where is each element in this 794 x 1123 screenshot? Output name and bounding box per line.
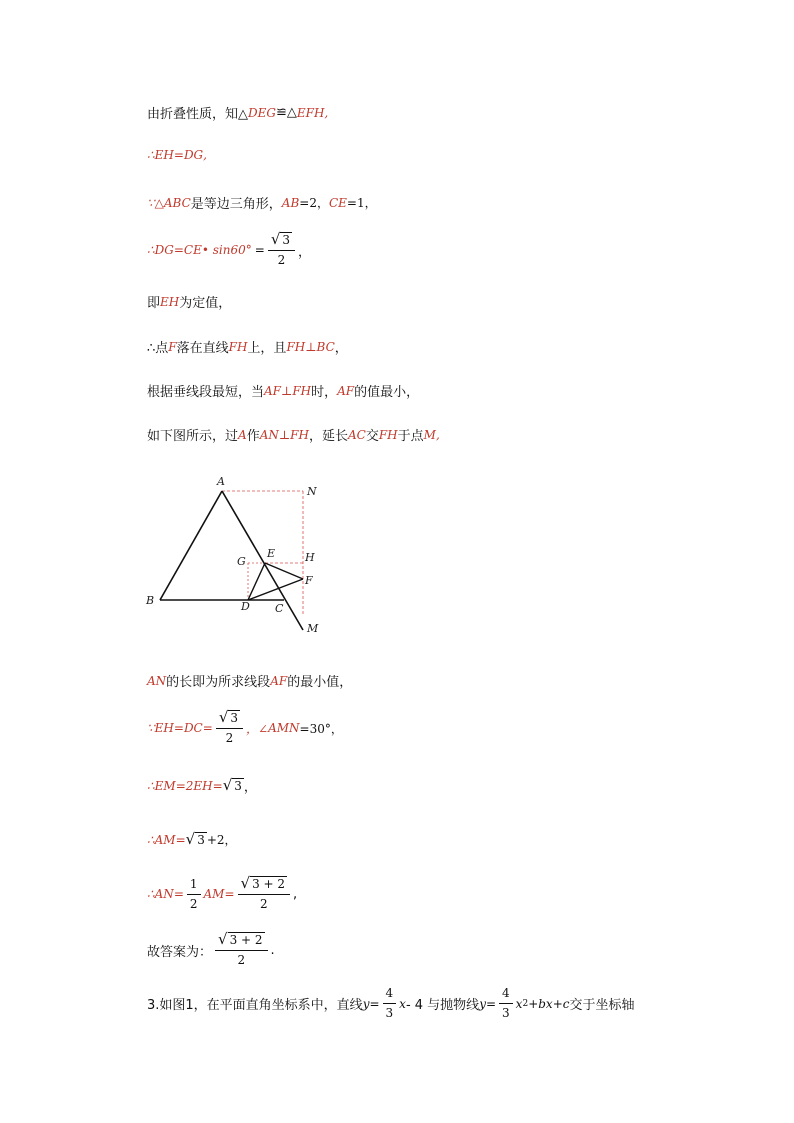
var-text: AMN [268,721,300,735]
denominator: 2 [189,896,198,911]
text: 3.如图1，在平面直角坐标系中，直线 [147,998,363,1013]
numerator: 3 [230,711,239,725]
var-text: c [562,996,570,1011]
text: , [203,148,207,162]
var-text: AM [203,887,225,901]
fraction-4-over-3 [499,986,513,1021]
label-c: C [275,602,284,615]
denominator: 3 [502,1006,510,1020]
segment-am [222,491,303,630]
text: = [202,721,213,735]
var-text: EM [154,778,176,793]
therefore-symbol: ∴ [147,832,155,847]
superscript: 2 [522,998,529,1009]
text: 上，且 [247,341,287,356]
var-text: y [479,996,486,1011]
text: 交 [365,429,379,444]
text: + [528,996,539,1011]
text: ⊥ [281,383,293,398]
var-text: EFH [296,105,325,120]
var-text: AC [347,427,366,442]
var-text: AM [154,832,176,847]
numerator: 4 [383,986,397,1004]
var-text: EH [160,294,180,309]
label-h: H [305,551,315,564]
label-a: A [217,475,225,488]
numerator: 1 [187,877,201,895]
text: = [173,243,184,257]
var-text: AF [264,383,282,398]
label-g: G [237,555,246,568]
text: = [175,832,186,847]
var-text: DEG [248,105,276,120]
text: ⊥ [305,339,317,354]
fraction-sqrt3-over-2: √ 3 2 [268,232,295,268]
line-eh-dc-value [147,710,343,746]
line-am-value [147,831,237,848]
text: = [173,887,184,901]
line-equilateral [147,193,377,212]
text: =1， [346,196,377,210]
text: 根据垂线段最短，当 [147,385,265,400]
var-text: FH [292,383,312,398]
line-construction [147,425,440,444]
var-text: AF [270,673,288,688]
text: 故答案为： [147,944,213,960]
text: = [224,887,235,901]
label-f: F [305,574,313,587]
segment-ba [160,491,222,600]
therefore-symbol: ∴ [147,243,155,257]
fraction-sqrt3-over-2: √ 3 2 [216,710,243,746]
var-text: AN [154,887,174,901]
text: = [254,243,265,257]
text: 落在直线 [176,341,229,356]
text: 如下图所示，过 [147,429,239,444]
geometry-figure [140,470,340,640]
text: 于点 [397,429,424,444]
fraction-sqrt3-plus-2-over-2: √ 3 + 2 2 [215,932,268,968]
line-eh-eq-dg [147,148,207,162]
var-text: x [399,996,406,1011]
text: + [552,996,563,1011]
text: ， [334,341,348,356]
text: +2， [206,833,237,847]
line-perpendicular-shortest [147,381,419,400]
numerator: 4 [499,986,513,1004]
text: = [485,996,497,1011]
var-text: AF [337,383,355,398]
therefore-symbol: ∴ [147,887,155,901]
text: , [293,886,298,902]
var-text: FH [228,339,248,354]
text: = [173,721,184,735]
radicand: 3 [234,779,242,793]
text: =2 [175,778,194,793]
denominator: 2 [225,731,234,745]
text: 由折叠性质，知△ [147,107,248,122]
text: , [324,105,329,120]
var-text: FH [378,427,398,442]
line-an-value [147,876,297,912]
line-problem-3 [147,986,635,1021]
text: ，延长 [308,429,348,444]
var-text: BC [316,339,335,354]
var-text: EH [193,778,213,793]
text: ≌△ [275,105,297,120]
numerator: 3 [282,233,291,247]
var-text: FH [286,339,306,354]
text: • sin60° [201,243,252,257]
var-text: A [238,427,247,442]
text: - 4 与抛物线 [405,998,480,1013]
denominator: 2 [259,897,268,911]
text: = [212,778,223,793]
therefore-symbol: ∴ [147,148,155,162]
therefore-symbol: ∴ [147,778,155,793]
var-text: CE [328,195,347,210]
text: 时， [311,385,338,400]
fraction-1-over-2 [187,877,201,912]
var-text: DG [183,148,204,162]
var-text: ABC [163,195,191,210]
sqrt-3: √ 3 [185,830,205,848]
var-text: EH [154,148,174,162]
text: ，∠ [246,721,269,736]
line-an-is-min [147,671,352,690]
label-e: E [267,547,276,560]
because-symbol: ∵ [147,721,155,735]
text: ， [243,780,257,795]
line-dg-value [147,232,311,268]
text: 作 [246,429,260,444]
var-text: AN [259,427,279,442]
var-text: EH [154,721,174,735]
denominator: 2 [277,253,286,267]
text: ⊥ [278,427,291,442]
text: =2， [299,196,329,210]
label-m: M [307,622,319,635]
var-text: DG [154,243,174,257]
text: 的长即为所求线段 [166,675,271,690]
line-f-on-fh [147,337,348,356]
var-text: AB [281,195,300,210]
text: 的值最小， [354,385,420,400]
var-text: F [168,339,177,354]
fraction-sqrt3-plus-2-over-2: √ 3 + 2 2 [238,876,291,912]
var-text: y [362,996,370,1011]
line-eh-constant [147,292,231,311]
label-d: D [241,600,250,613]
var-text: M [423,427,436,442]
text: , [435,427,440,442]
text: 交于坐标轴 [569,998,635,1013]
text: 为定值， [179,296,232,311]
var-text: CE [183,243,202,257]
denominator: 3 [385,1006,394,1020]
var-text: bx [538,996,553,1011]
line-fold-property [147,103,328,122]
numerator: 3 + 2 [229,933,263,947]
line-em-value [147,776,257,795]
label-b: B [146,594,155,607]
segment-ef [265,563,303,579]
var-text: FH [290,427,309,442]
label-n: N [307,485,317,498]
text: 的最小值， [287,675,353,690]
text: . [270,942,275,958]
numerator: 3 + 2 [252,877,286,891]
var-text: AN [147,673,167,688]
because-symbol: ∵△ [147,195,164,210]
sqrt-3: √ 3 [222,776,242,794]
text: 即 [147,296,161,311]
denominator: 2 [237,953,246,967]
var-text: DC [183,721,203,735]
fraction-4-over-3 [383,986,397,1021]
var-text: x [515,996,523,1011]
text: 是等边三角形， [190,197,282,212]
text: ∴点 [147,341,169,356]
text: = [173,148,184,162]
line-answer [147,932,275,968]
text: =30°， [299,721,343,736]
radicand: 3 [197,833,205,847]
text: ， [298,244,312,260]
text: = [369,996,380,1011]
